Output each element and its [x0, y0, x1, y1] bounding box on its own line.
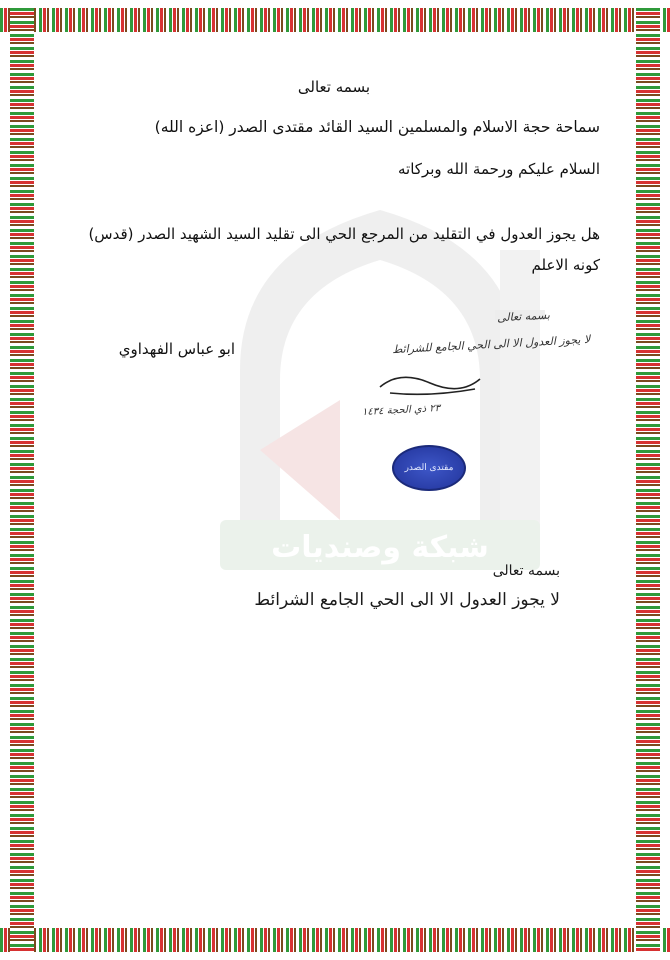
letter-basmala: بسمه تعالى	[297, 78, 370, 96]
official-seal	[392, 445, 466, 491]
letter-question-line2: كونه الاعلم	[531, 256, 600, 274]
reply-basmala: بسمه تعالى	[492, 563, 560, 579]
watermark-brand: شبكة وصنديات	[271, 530, 489, 565]
handwritten-basmala: بسمه تعالى	[496, 308, 551, 325]
handwritten-date: ٢٣ ذي الحجة ١٤٣٤	[361, 402, 441, 419]
decorative-border-bottom	[0, 928, 670, 952]
handwritten-ruling: لا يجوز العدول الا الى الحي الجامع للشرائط	[391, 332, 591, 357]
signature-scribble-icon	[370, 365, 490, 405]
letter-author: ابو عباس الفهداوي	[118, 340, 235, 358]
seal-text: مقتدى الصدر	[404, 463, 454, 473]
letter-addressee: سماحة حجة الاسلام والمسلمين السيد القائد مقتدى الصدر (اعزه الله)	[154, 118, 600, 136]
decorative-border-left	[10, 8, 34, 952]
decorative-border-right	[636, 8, 660, 952]
letter-question-line1: هل يجوز العدول في التقليد من المرجع الحي الى تقليد السيد الشهيد الصدر (قدس)	[88, 225, 600, 243]
decorative-border-top	[0, 8, 670, 32]
letter-greeting: السلام عليكم ورحمة الله وبركاته	[398, 160, 600, 178]
reply-ruling: لا يجوز العدول الا الى الحي الجامع الشرائط	[254, 590, 560, 610]
